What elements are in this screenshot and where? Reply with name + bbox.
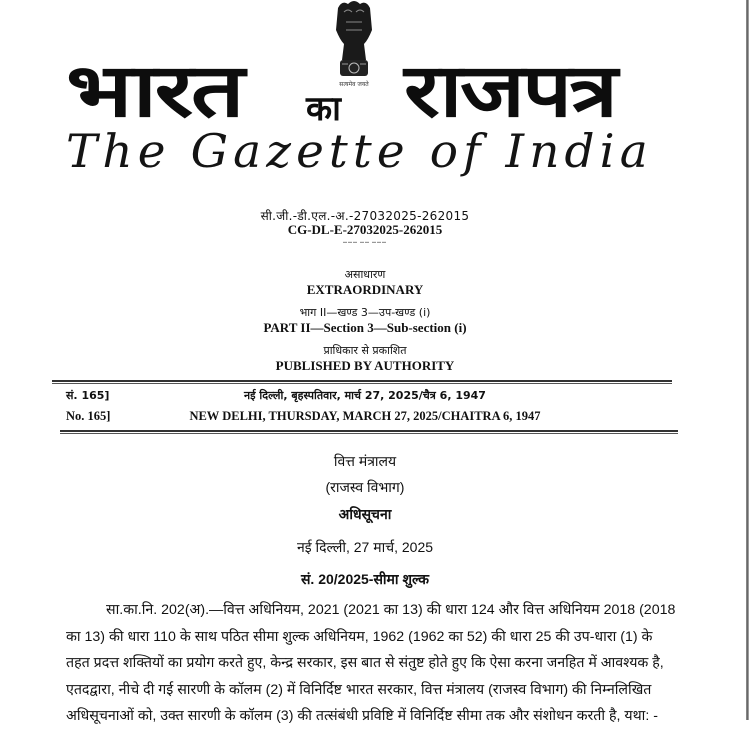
notification-body	[66, 597, 682, 730]
body-line: तहत प्रदत्त शक्तियों का प्रयोग करते हुए, केन्द्र सरकार, इस बात से संतुष्ट होते हुए कि ऐसा करना जनहित में आवश्यक है,	[66, 655, 664, 671]
masthead-english: The Gazette of India	[66, 124, 653, 178]
issue-number-english: No. 165]	[66, 409, 111, 423]
top-double-rule	[52, 380, 672, 384]
masthead-rajpatra: राजपत्र	[404, 48, 616, 134]
masthead-bharat: भारत	[66, 48, 243, 134]
place-date: नई दिल्ली, 27 मार्च, 2025	[296, 539, 434, 555]
barcode-divider: ▬▬▬ ▬▬ ▬▬▬	[343, 239, 387, 244]
svg-text:सत्यमेव जयते: सत्यमेव जयते	[339, 81, 369, 88]
extraordinary-hindi: असाधारण	[344, 268, 386, 281]
notification-number: सं. 20/2025-सीमा शुल्क	[300, 571, 430, 587]
body-line: एतदद्वारा, नीचे दी गई सारणी के कॉलम (2) में विनिर्दिष्ट भारत सरकार, वित्त मंत्रालय (राजस्व विभाग) की निम्नलिखित	[66, 681, 652, 698]
extraordinary-english: EXTRAORDINARY	[306, 282, 424, 297]
gazette-code-hindi: सी.जी.-डी.एल.-अ.-27032025-262015	[260, 209, 470, 223]
masthead-hindi	[66, 48, 686, 134]
issue-number-hindi: सं. 165]	[66, 389, 110, 402]
body-line: का 13) की धारा 110 के साथ पठित सीमा शुल्क अधिनियम, 1962 (1962 का 52) की धारा 25 की उप-धारा (1) के	[66, 628, 653, 645]
department-name: (राजस्व विभाग)	[325, 479, 405, 495]
issue-date-hindi: नई दिल्ली, बृहस्पतिवार, मार्च 27, 2025/चैत्र 6, 1947	[244, 389, 486, 402]
body-line: अधिसूचनाओं को, उक्त सारणी के कॉलम (3) की तत्संबंधी प्रविष्टि में विनिर्दिष्ट सीमा तक और संशोधन करती है, यथा: -	[66, 708, 658, 724]
authority-hindi: प्राधिकार से प्रकाशित	[323, 344, 407, 357]
masthead-ka: का	[306, 89, 341, 129]
body-line: सा.का.नि. 202(अ).—वित्त अधिनियम, 2021 (2021 का 13) की धारा 124 और वित्त अधिनियम 2018 (2018	[106, 602, 676, 618]
gazette-code-english: CG-DL-E-27032025-262015	[287, 222, 443, 237]
bottom-double-rule	[60, 430, 678, 434]
authority-english: PUBLISHED BY AUTHORITY	[275, 358, 455, 373]
part-hindi: भाग II—खण्ड 3—उप-खण्ड (i)	[299, 306, 431, 319]
notification-heading: अधिसूचना	[338, 506, 392, 522]
ministry-name: वित्त मंत्रालय	[333, 453, 397, 469]
issue-date-english: NEW DELHI, THURSDAY, MARCH 27, 2025/CHAITRA 6, 1947	[189, 409, 541, 423]
part-english: PART II—Section 3—Sub-section (i)	[263, 320, 467, 335]
